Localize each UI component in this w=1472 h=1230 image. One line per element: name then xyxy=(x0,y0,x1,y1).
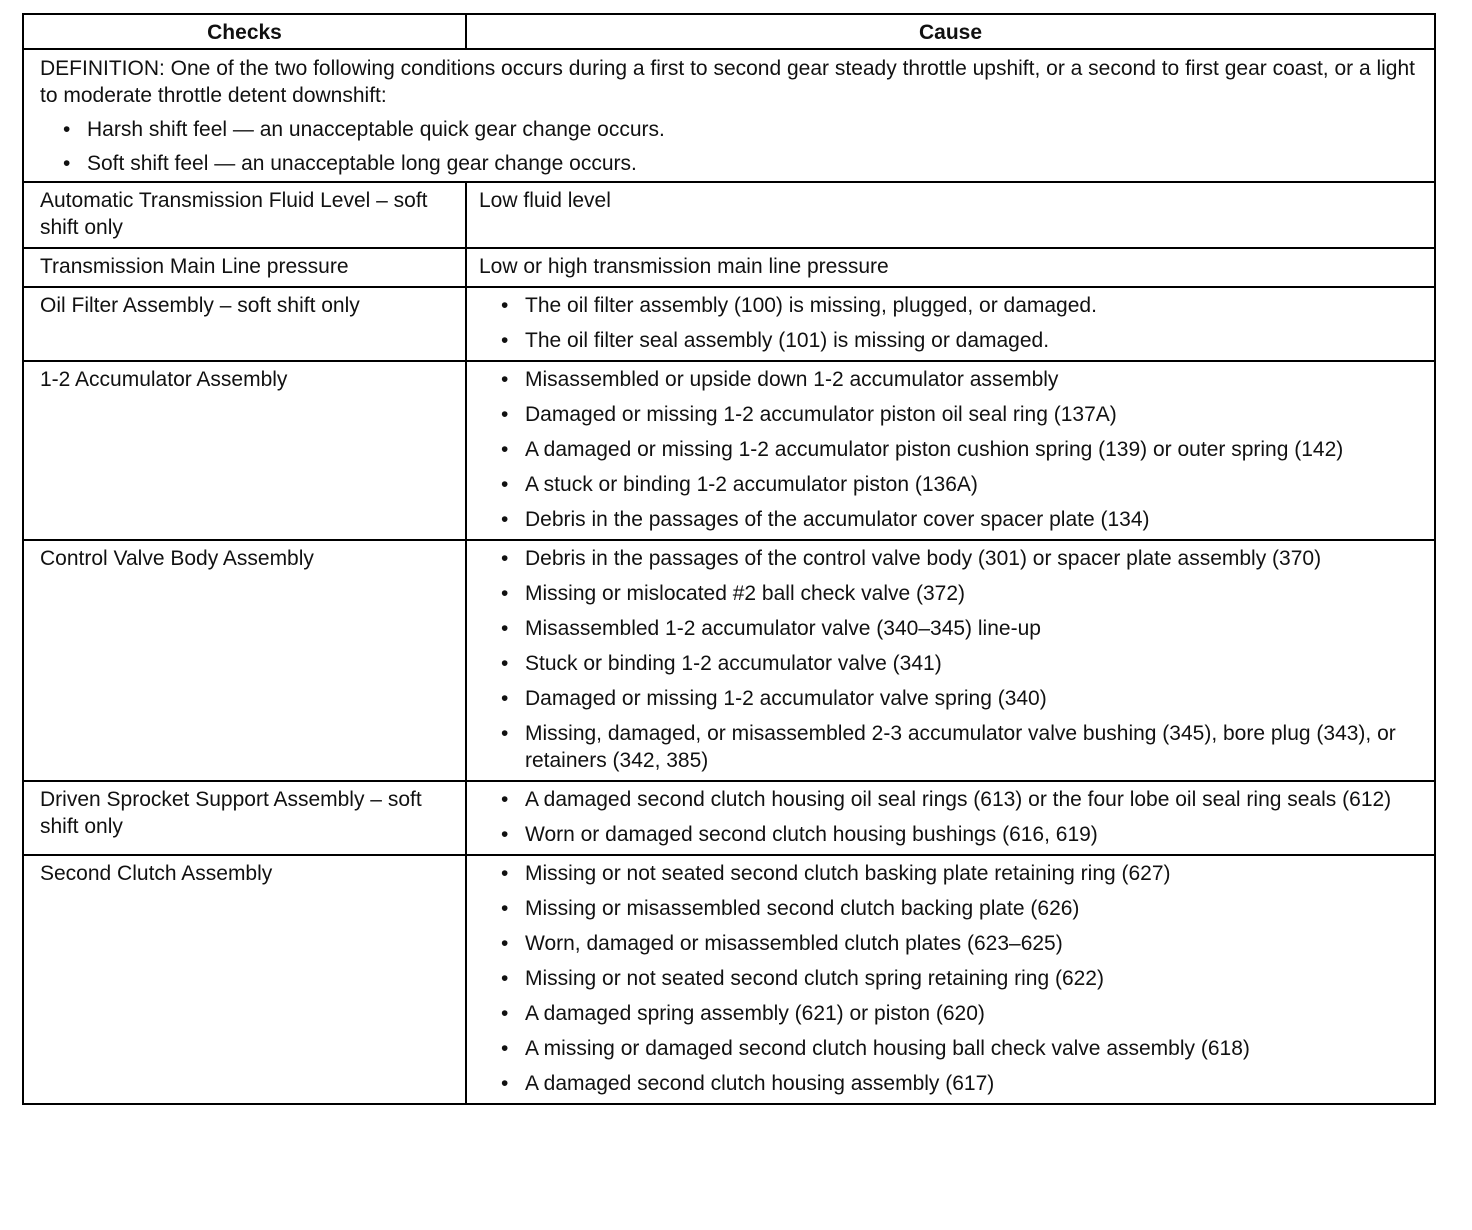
cause-item: • A damaged or missing 1-2 accumulator piston cushion spring (139) or outer spring (142) xyxy=(501,436,1414,463)
cause-item: • A damaged spring assembly (621) or piston (620) xyxy=(501,1000,1414,1027)
check-cell: 1-2 Accumulator Assembly xyxy=(23,361,466,540)
definition-bullets xyxy=(40,116,1418,177)
cause-cell: Low or high transmission main line pressure xyxy=(466,248,1435,287)
cause-item: • Debris in the passages of the accumulator cover spacer plate (134) xyxy=(501,506,1414,533)
table-row xyxy=(23,182,1435,248)
check-cell: Control Valve Body Assembly xyxy=(23,540,466,781)
cause-item: • A stuck or binding 1-2 accumulator piston (136A) xyxy=(501,471,1414,498)
cause-item: • A damaged second clutch housing oil seal rings (613) or the four lobe oil seal ring seals (612) xyxy=(501,786,1414,813)
cause-cell xyxy=(466,781,1435,855)
cause-item: • Missing, damaged, or misassembled 2-3 accumulator valve bushing (345), bore plug (343), or retainers (342, 385) xyxy=(501,720,1414,774)
cause-item: • Debris in the passages of the control valve body (301) or spacer plate assembly (370) xyxy=(501,545,1414,572)
check-cell: Automatic Transmission Fluid Level – soft shift only xyxy=(23,182,466,248)
definition-row xyxy=(23,49,1435,182)
cause-item: • The oil filter seal assembly (101) is missing or damaged. xyxy=(501,327,1414,354)
cause-item: • Stuck or binding 1-2 accumulator valve (341) xyxy=(501,650,1414,677)
check-cell: Second Clutch Assembly xyxy=(23,855,466,1104)
definition-text: DEFINITION: One of the two following conditions occurs during a first to second gear steady throttle upshift, or a second to first gear coast, or a light to moderate throttle detent downshift: xyxy=(40,57,1415,107)
table-row xyxy=(23,287,1435,361)
cause-list xyxy=(501,545,1414,774)
table-row xyxy=(23,361,1435,540)
cause-item: • A missing or damaged second clutch housing ball check valve assembly (618) xyxy=(501,1035,1414,1062)
check-cell: Transmission Main Line pressure xyxy=(23,248,466,287)
cause-cell xyxy=(466,540,1435,781)
diagnosis-table xyxy=(22,13,1436,1105)
definition-cell xyxy=(23,49,1435,182)
table-row xyxy=(23,248,1435,287)
cause-item: • A damaged second clutch housing assembly (617) xyxy=(501,1070,1414,1097)
table-row xyxy=(23,781,1435,855)
cause-item: • The oil filter assembly (100) is missing, plugged, or damaged. xyxy=(501,292,1414,319)
table-row xyxy=(23,540,1435,781)
cause-item: • Missing or not seated second clutch spring retaining ring (622) xyxy=(501,965,1414,992)
cause-item: • Missing or misassembled second clutch backing plate (626) xyxy=(501,895,1414,922)
cause-list xyxy=(501,786,1414,848)
cause-item: • Missing or mislocated #2 ball check valve (372) xyxy=(501,580,1414,607)
cause-item: • Damaged or missing 1-2 accumulator valve spring (340) xyxy=(501,685,1414,712)
cause-item: • Worn, damaged or misassembled clutch plates (623–625) xyxy=(501,930,1414,957)
checks-column-header: Checks xyxy=(23,14,466,49)
definition-bullet: • Soft shift feel — an unacceptable long gear change occurs. xyxy=(63,150,1418,177)
cause-cell: Low fluid level xyxy=(466,182,1435,248)
table-row xyxy=(23,855,1435,1104)
cause-list xyxy=(501,292,1414,354)
check-cell: Oil Filter Assembly – soft shift only xyxy=(23,287,466,361)
cause-item: • Missing or not seated second clutch basking plate retaining ring (627) xyxy=(501,860,1414,887)
header-row xyxy=(23,14,1435,49)
definition-bullet: • Harsh shift feel — an unacceptable quick gear change occurs. xyxy=(63,116,1418,143)
cause-list xyxy=(501,366,1414,533)
cause-cell xyxy=(466,855,1435,1104)
cause-item: • Misassembled 1-2 accumulator valve (340–345) line-up xyxy=(501,615,1414,642)
cause-cell xyxy=(466,287,1435,361)
cause-list xyxy=(501,860,1414,1097)
check-cell: Driven Sprocket Support Assembly – soft shift only xyxy=(23,781,466,855)
cause-column-header: Cause xyxy=(466,14,1435,49)
cause-item: • Worn or damaged second clutch housing bushings (616, 619) xyxy=(501,821,1414,848)
cause-item: • Misassembled or upside down 1-2 accumulator assembly xyxy=(501,366,1414,393)
cause-cell xyxy=(466,361,1435,540)
cause-item: • Damaged or missing 1-2 accumulator piston oil seal ring (137A) xyxy=(501,401,1414,428)
